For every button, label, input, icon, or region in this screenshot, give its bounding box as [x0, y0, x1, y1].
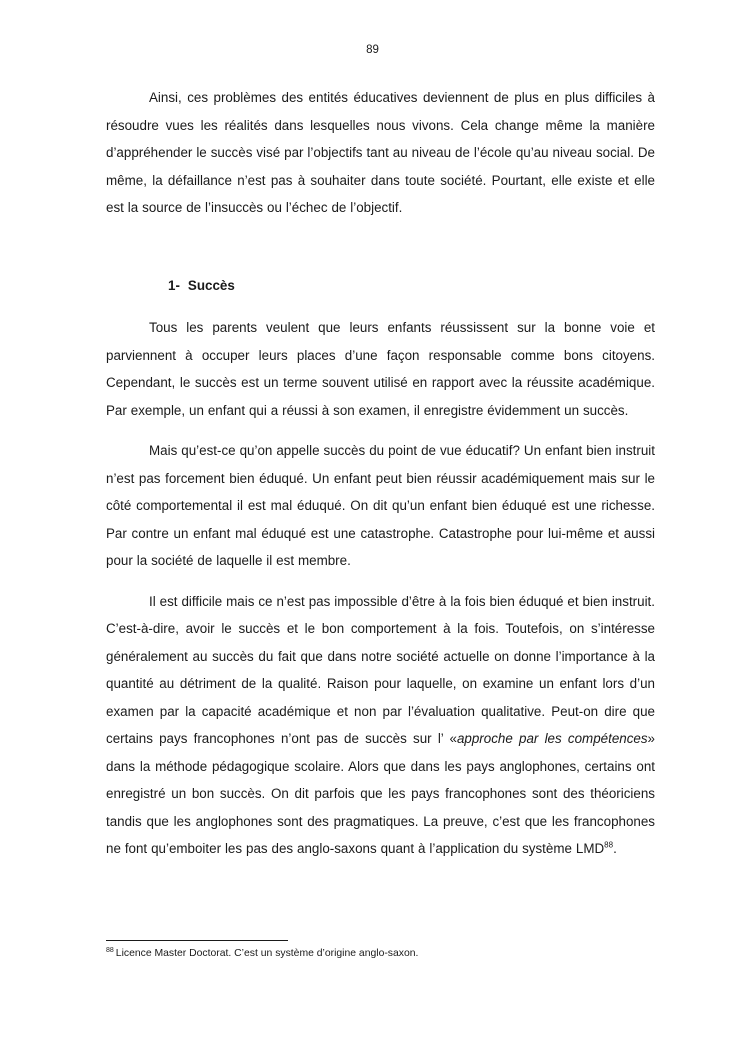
- footnote-ref: 88: [604, 840, 614, 850]
- intro-block: [106, 84, 655, 222]
- footnote-number: 88: [106, 946, 114, 954]
- footnote: [106, 946, 655, 962]
- paragraph-difficile-end: .: [613, 841, 617, 856]
- italic-phrase: approche par les compétences: [456, 731, 648, 746]
- section-body: [106, 314, 655, 863]
- page-number: 89: [366, 44, 379, 56]
- paragraph-difficile-part1: Il est difficile mais ce n’est pas impossible d’être à la fois bien éduqué et bien instruit. C’est-à-dire, avoir le succès et le bon comportement à la fois. Toutefois, on s’intéresse généralement au succès du fait que dans notre société actuelle on donne l’importance à la quantité au détriment de la qualité. Raison pour laquelle, on examine un enfant lors d’un examen par la capacité académique et non par l’évaluation qualitative. Peut-on dire que certains pays francophones n’ont pas de succès sur l’ «: [106, 593, 655, 746]
- footnote-text: Licence Master Doctorat. C’est un système d’origine anglo-saxon.: [115, 948, 419, 959]
- section-number: 1-: [168, 278, 180, 293]
- paragraph-difficile-part2: » dans la méthode pédagogique scolaire. Alors que dans les pays anglophones, certains ont enregistré un bon succès. On dit parfois que les pays francophones sont des théoriciens tandis que les anglophones sont des pragmatiques. La preuve, c’est que les francophones ne font qu’emboiter les pas des anglo-saxons quant à l’application du système LMD: [106, 731, 655, 856]
- section-heading: [168, 278, 235, 293]
- paragraph-educatif: Mais qu’est-ce qu’on appelle succès du point de vue éducatif? Un enfant bien instruit n’est pas forcement bien éduqué. Un enfant peut bien réussir académiquement mais sur le côté comportemental il est mal éduqué. On dit qu’un enfant bien éduqué est une richesse. Par contre un enfant mal éduqué est une catastrophe. Catastrophe pour lui-même et aussi pour la société de laquelle il est membre.: [106, 443, 655, 568]
- section-title: Succès: [187, 278, 235, 293]
- paragraph-parents: Tous les parents veulent que leurs enfants réussissent sur la bonne voie et parviennent à occuper leurs places d’une façon responsable comme bons citoyens. Cependant, le succès est un terme souvent utilisé en rapport avec la réussite académique. Par exemple, un enfant qui a réussi à son examen, il enregistre évidemment un succès.: [106, 320, 655, 418]
- paragraph-difficile: [106, 588, 655, 863]
- intro-paragraph: Ainsi, ces problèmes des entités éducatives deviennent de plus en plus difficiles à résoudre vues les réalités dans lesquelles nous vivons. Cela change même la manière d’appréhender le succès visé par l’objectifs tant au niveau de l’école qu’au niveau social. De même, la défaillance n’est pas à souhaiter dans toute société. Pourtant, elle existe et elle est la source de l’insuccès ou l’échec de l’objectif.: [106, 90, 655, 215]
- footnote-divider: [106, 940, 288, 941]
